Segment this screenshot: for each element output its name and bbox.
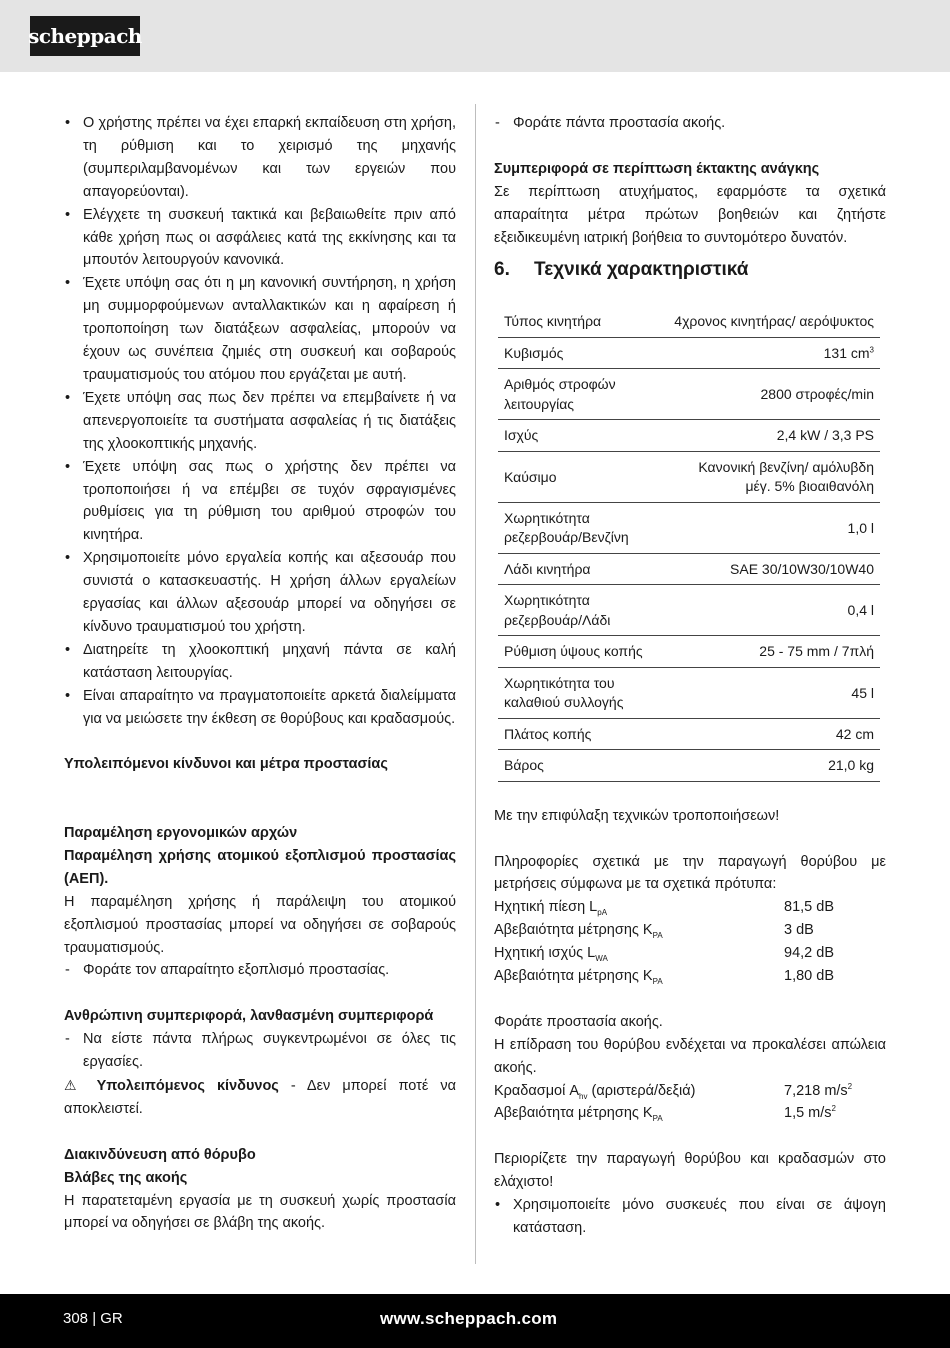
list-item: • Ο χρήστης πρέπει να έχει επαρκή εκπαίδευση στη χρήση, τη ρύθμιση και το χειρισμό της μηχανής (συμπεριλαμβανομένων και των εργειών που απαγορεύονται). — [64, 112, 456, 204]
residual-risk-text: - Δεν μπορεί ποτέ να αποκλειστεί. — [64, 1078, 456, 1117]
spec-value: 1,0 l — [667, 502, 880, 553]
page-footer — [0, 1294, 950, 1348]
noise-value-row — [494, 896, 886, 919]
spec-label: Βάρος — [498, 750, 667, 782]
table-row — [498, 337, 880, 369]
human-dash-item: - Να είστε πάντα πλήρως συγκεντρωμένοι σε όλες τις εργασίες. — [64, 1028, 456, 1074]
residual-risk-note — [64, 1074, 456, 1121]
table-row — [498, 502, 880, 553]
noise-value: 81,5 dB — [784, 899, 834, 916]
technical-data-table — [498, 304, 880, 782]
left-column — [64, 112, 456, 1235]
list-item: • Είναι απαραίτητο να πραγματοποιείτε αρκετά διαλείμματα για να μειώσετε την έκθεση σε θορύβους και κραδασμούς. — [64, 685, 456, 731]
table-row — [498, 636, 880, 668]
section-title — [494, 259, 886, 282]
page-number: 308 | GR — [63, 1310, 123, 1327]
warning-triangle-icon: ⚠ — [64, 1077, 85, 1093]
vibration-label: Αβεβαιότητα μέτρησης $K_{PA}$ — [494, 1105, 663, 1124]
emergency-heading: Συμπεριφορά σε περίπτωση έκτακτης ανάγκης — [494, 160, 820, 177]
list-item: • Ελέγχετε τη συσκευή τακτικά και βεβαιωθείτε πριν από κάθε χρήση πως οι ασφάλειες κατά της εκκίνησης και τα μπουτόν λειτουργούν κανονικά. — [64, 204, 456, 273]
spec-value: SAE 30/10W30/10W40 — [667, 553, 880, 585]
residual-risks-heading: Υπολειπόμενοι κίνδυνοι και μέτρα προστασίας — [64, 756, 388, 773]
hearing-protection-dash: - Φοράτε πάντα προστασία ακοής. — [494, 112, 886, 135]
spec-label: Ρύθμιση ύψους κοπής — [498, 636, 667, 668]
table-row — [498, 420, 880, 452]
human-behaviour-heading: Ανθρώπινη συμπεριφορά, λανθασμένη συμπεριφορά — [64, 1008, 434, 1025]
noise-value-row — [494, 919, 886, 942]
noise-value: 3 dB — [784, 922, 814, 939]
vibration-value: 1,5 $m/s^2$ — [784, 1104, 836, 1122]
table-row — [498, 369, 880, 420]
list-item: • Έχετε υπόψη σας ότι η μη κανονική συντήρηση, η χρήση μη συμμορφούμενων ανταλλακτικών και η αφαίρεση ή τροποποίηση των διατάξεων ασφαλείας, μπορούν να έχουν ως συνέπεια ζημιές στη συσκευή και σοβαρούς τραυματισμούς του ατόμου που εργάζεται με αυτή. — [64, 272, 456, 387]
spec-label: Αριθμός στροφών λειτουργίας — [498, 369, 667, 420]
limit-bullet-list — [494, 1194, 886, 1240]
spec-label: Χωρητικότητα του καλαθιού συλλογής — [498, 667, 667, 718]
list-item: • Διατηρείτε τη χλοοκοπτική μηχανή πάντα σε καλή κατάσταση λειτουργίας. — [64, 639, 456, 685]
spec-value: 131 $cm^3$ — [667, 337, 880, 369]
spec-label: Καύσιμο — [498, 451, 667, 502]
spec-value: 45 l — [667, 667, 880, 718]
noise-value-row — [494, 965, 886, 988]
noise-info-text: Πληροφορίες σχετικά με την παραγωγή θορύβου με μετρήσεις σύμφωνα με τα σχετικά πρότυπα: — [494, 853, 886, 893]
noise-label: Αβεβαιότητα μέτρησης $K_{PA}$ — [494, 922, 663, 941]
ppe-heading: Παραμέληση χρήσης ατομικού εξοπλισμού προστασίας (ΑΕΠ). — [64, 847, 456, 887]
spec-value: 21,0 kg — [667, 750, 880, 782]
emergency-text: Σε περίπτωση ατυχήματος, εφαρμόστε τα σχετικά απαραίτητα μέτρα πρώτων βοηθειών και ζητήστε εξειδικευμένη ιατρική βοήθεια το συντομότερο δυνατόν. — [494, 183, 886, 246]
safety-bullet-list — [64, 112, 456, 730]
table-row — [498, 585, 880, 636]
vibration-value: 7,218 $m/s^2$ — [784, 1081, 853, 1099]
table-row — [498, 718, 880, 750]
spec-label: Πλάτος κοπής — [498, 718, 667, 750]
noise-effect-text: Η επίδραση του θορύβου ενδέχεται να προκαλέσει απώλεια ακοής. — [494, 1036, 886, 1076]
table-row — [498, 451, 880, 502]
table-row — [498, 304, 880, 337]
spec-value: 0,4 l — [667, 585, 880, 636]
list-item: • Χρησιμοποιείτε μόνο συσκευές που είναι σε άψογη κατάσταση. — [494, 1194, 886, 1240]
section-number: 6. — [494, 259, 510, 281]
noise-label: Ηχητική πίεση $L_{pA}$ — [494, 899, 608, 918]
website-url: www.scheppach.com — [380, 1309, 558, 1328]
noise-risk-heading: Διακινδύνευση από θόρυβο — [64, 1146, 256, 1163]
page-header — [0, 0, 950, 72]
right-column — [494, 112, 886, 1240]
ppe-text: Η παραμέληση χρήσης ή παράλειψη του ατομικού εξοπλισμού προστασίας μπορεί να οδηγήσει σε σοβαρούς τραυματισμούς. — [64, 893, 456, 956]
vibration-value-row — [494, 1102, 886, 1125]
spec-value: 4χρονος κινητήρας/ αερόψυκτος — [667, 304, 880, 337]
section-title-text: Τεχνικά χαρακτηριστικά — [534, 259, 749, 281]
spec-label: Κυβισμός — [498, 337, 667, 369]
spec-value: 2,4 kW / 3,3 PS — [667, 420, 880, 452]
noise-value: 94,2 dB — [784, 945, 834, 962]
spec-value: 2800 στροφές/min — [667, 369, 880, 420]
wear-protection-text: Φοράτε προστασία ακοής. — [494, 1013, 663, 1030]
table-row — [498, 553, 880, 585]
spec-value: Κανονική βενζίνη/ αμόλυβδη μέγ. 5% βιοαιθανόλη — [667, 451, 880, 502]
noise-value: 1,80 dB — [784, 968, 834, 985]
vibration-value-row — [494, 1080, 886, 1103]
spec-value: 42 cm — [667, 718, 880, 750]
noise-label: Αβεβαιότητα μέτρησης $K_{PA}$ — [494, 968, 663, 986]
table-row — [498, 750, 880, 782]
technical-reservation: Με την επιφύλαξη τεχνικών τροποποιήσεων! — [494, 807, 780, 824]
hearing-damage-heading: Βλάβες της ακοής — [64, 1169, 188, 1186]
scheppach-logo: scheppach — [30, 16, 140, 56]
list-item: • Έχετε υπόψη σας πως δεν πρέπει να επεμβαίνετε ή να απενεργοποιείτε τα συστήματα ασφαλείας ή τις διατάξεις της χλοοκοπτικής μηχανής. — [64, 387, 456, 456]
spec-label: Λάδι κινητήρα — [498, 553, 667, 585]
ppe-dash-item: - Φοράτε τον απαραίτητο εξοπλισμό προστασίας. — [64, 959, 456, 982]
list-item: • Χρησιμοποιείτε μόνο εργαλεία κοπής και αξεσουάρ που συνιστά ο κατασκευαστής. Η χρήση άλλων εργαλείων εργασίας και άλλων αξεσουάρ μπορεί να οδηγήσει σε κίνδυνο τραυματισμού του χρήστη. — [64, 547, 456, 639]
vibration-label: Κραδασμοί $A_{hv}$ (αριστερά/δεξιά) — [494, 1082, 696, 1101]
residual-risk-label: Υπολειπόμενος κίνδυνος — [96, 1078, 279, 1094]
noise-value-row — [494, 942, 886, 965]
list-item: • Έχετε υπόψη σας πως ο χρήστης δεν πρέπει να τροποποιήσει ή να επέμβει σε τυχόν σφραγισμένες ρυθμίσεις για τη ρύθμιση του αριθμού στροφών του κινητήρα. — [64, 456, 456, 548]
ergonomics-heading: Παραμέληση εργονομικών αρχών — [64, 825, 298, 842]
spec-label: Τύπος κινητήρα — [498, 304, 667, 337]
table-row — [498, 667, 880, 718]
column-divider — [475, 104, 476, 1264]
hearing-damage-text: Η παρατεταμένη εργασία με τη συσκευή χωρίς προστασία μπορεί να οδηγήσει σε βλάβη της ακοής. — [64, 1192, 456, 1232]
spec-label: Χωρητικότητα ρεζερβουάρ/Βενζίνη — [498, 502, 667, 553]
spec-label: Ισχύς — [498, 420, 667, 452]
limit-text: Περιορίζετε την παραγωγή θορύβου και κραδασμών στο ελάχιστο! — [494, 1151, 886, 1191]
noise-label: Ηχητική ισχύς $L_{WA}$ — [494, 945, 608, 964]
spec-value: 25 - 75 mm / 7πλή — [667, 636, 880, 668]
spec-label: Χωρητικότητα ρεζερβουάρ/Λάδι — [498, 585, 667, 636]
